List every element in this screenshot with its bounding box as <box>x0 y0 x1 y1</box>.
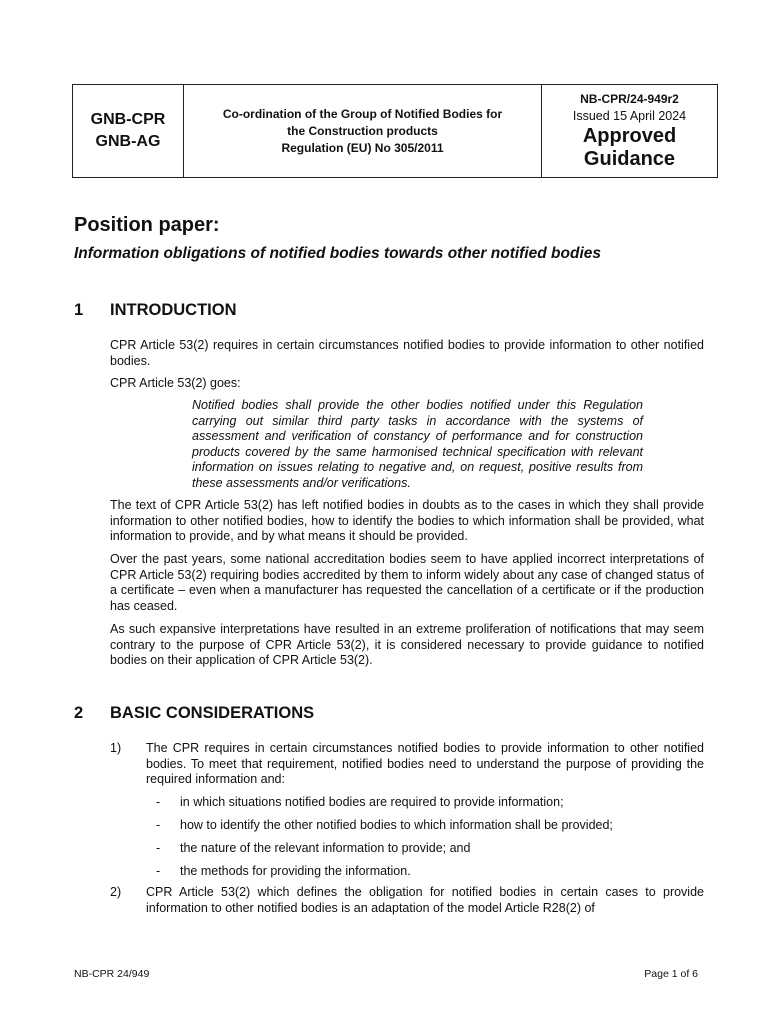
document-reference: NB-CPR/24-949r2 <box>580 92 679 106</box>
header-description-line1: Co-ordination of the Group of Notified Bodies for <box>222 106 503 121</box>
header-description-line2: the Construction products <box>287 123 438 138</box>
bullet-text: the methods for providing the information. <box>180 864 411 878</box>
header-org-line2: GNB-AG <box>95 133 161 150</box>
bullet-dash: - <box>156 818 161 832</box>
bullet-item <box>156 795 704 811</box>
list-item-1 <box>110 741 704 788</box>
section-1-number: 1 <box>74 301 84 319</box>
list-item-2-text: CPR Article 53(2) which defines the obligation for notified bodies in certain cases to provide information to other notified bodies is an adaptation of the model Article R28(2) of <box>146 885 704 915</box>
intro-paragraph-1: CPR Article 53(2) requires in certain circumstances notified bodies to provide information to other notified bodies. <box>110 338 704 368</box>
bullet-dash: - <box>156 864 161 878</box>
issue-date: Issued 15 April 2024 <box>572 109 687 123</box>
bullet-text: the nature of the relevant information to provide; and <box>180 841 471 855</box>
footer-document-ref: NB-CPR 24/949 <box>74 968 150 980</box>
article-quote: Notified bodies shall provide the other bodies notified under this Regulation carrying out similar third party tasks in accordance with the systems of assessment and verification of constancy of performance and for construction products covered by the same harmonised technical specification with relevant information on issues relating to negative and, on request, positive results from these assessments and/or verifications. <box>192 398 643 490</box>
bullet-item <box>156 818 704 834</box>
header-status-cell <box>542 85 717 177</box>
section-2-heading <box>74 704 314 723</box>
bullet-dash: - <box>156 841 161 855</box>
status-line2: Guidance <box>583 148 676 170</box>
page-title: Position paper: <box>74 214 220 236</box>
list-item-1-number: 1) <box>110 741 122 755</box>
intro-paragraph-4: Over the past years, some national accreditation bodies seem to have applied incorrect interpretations of CPR Article 53(2) requiring bodies accredited by them to inform widely about any case of changed status of a certificate – even when a manufacturer has requested the cancellation of a certificate or if the production has ceased. <box>110 552 704 613</box>
footer-page-number: Page 1 of 6 <box>644 968 698 980</box>
header-org-line1: GNB-CPR <box>90 111 166 128</box>
bullet-item <box>156 841 704 857</box>
section-2-title: BASIC CONSIDERATIONS <box>110 704 315 722</box>
list-item-2 <box>110 885 704 916</box>
section-2-number: 2 <box>74 704 84 722</box>
bullet-text: in which situations notified bodies are required to provide information; <box>180 795 564 809</box>
header-table <box>72 84 718 178</box>
list-item-1-text: The CPR requires in certain circumstances notified bodies to provide information to other notified bodies. To meet that requirement, notified bodies need to understand the purpose of providing the required information and: <box>146 741 704 786</box>
section-1-heading <box>74 301 237 320</box>
header-org-cell <box>73 85 184 177</box>
status-line1: Approved <box>582 125 677 147</box>
intro-paragraph-2: CPR Article 53(2) goes: <box>110 376 241 390</box>
intro-paragraph-5: As such expansive interpretations have resulted in an extreme proliferation of notifications that may seem contrary to the purpose of CPR Article 53(2), it is considered necessary to provide guidance to notified bodies on their application of CPR Article 53(2). <box>110 622 704 667</box>
intro-paragraph-3: The text of CPR Article 53(2) has left notified bodies in doubts as to the cases in which they shall provide information to other notified bodies, how to identify the bodies to which information shall be provided, what information to provide, and by what means it should be provided. <box>110 498 704 543</box>
bullet-item <box>156 864 704 880</box>
page-subtitle: Information obligations of notified bodies towards other notified bodies <box>74 245 601 262</box>
bullet-dash: - <box>156 795 161 809</box>
section-1-title: INTRODUCTION <box>110 301 237 319</box>
list-item-2-number: 2) <box>110 885 122 899</box>
header-description-cell <box>184 85 542 177</box>
header-description-line3: Regulation (EU) No 305/2011 <box>281 140 444 155</box>
bullet-text: how to identify the other notified bodies to which information shall be provided; <box>180 818 613 832</box>
